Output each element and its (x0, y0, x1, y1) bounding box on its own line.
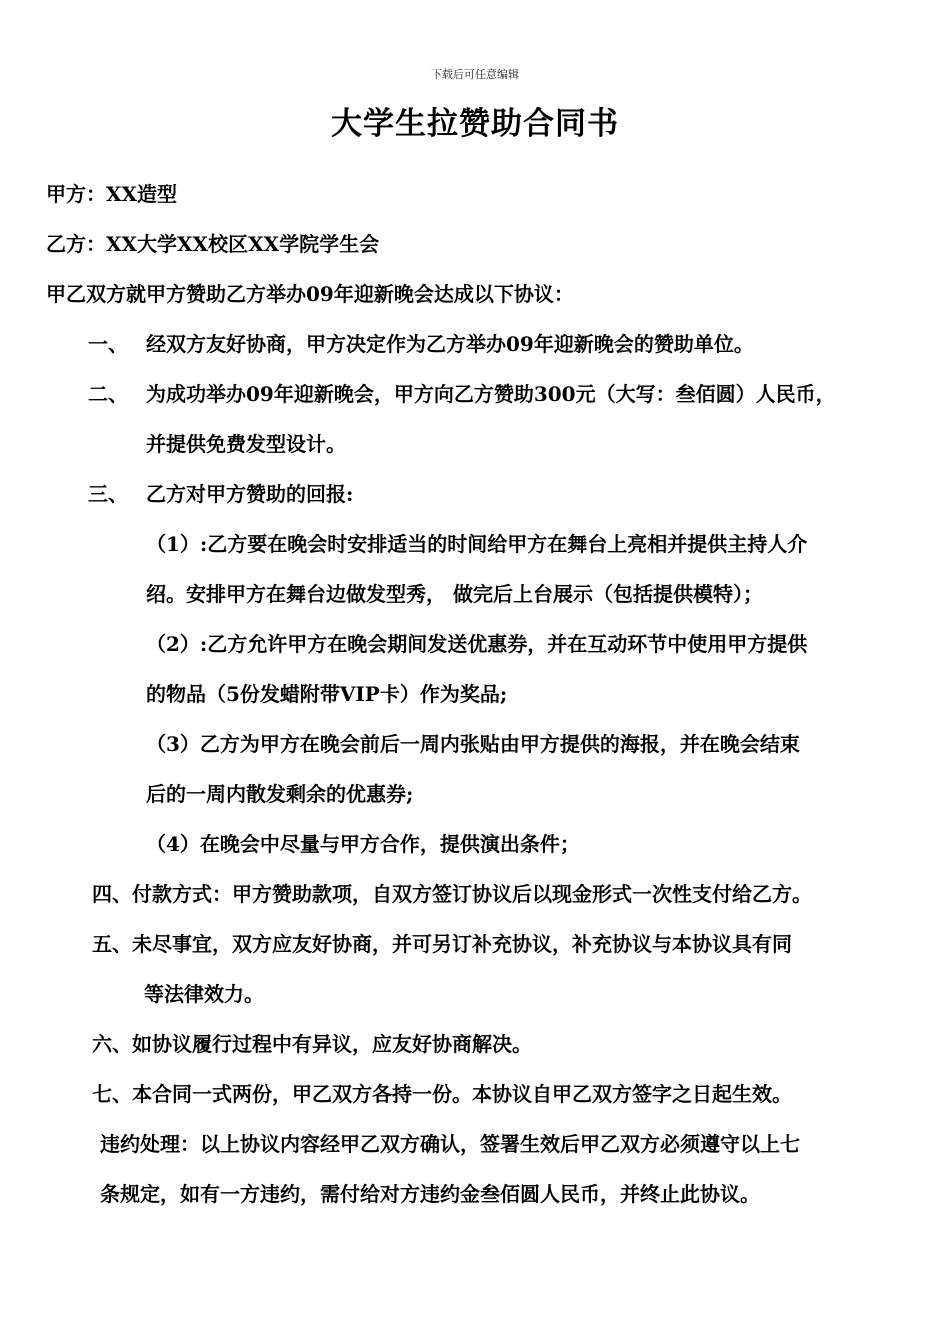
clause-7: 七、本合同一式两份，甲乙双方各持一份。本协议自甲乙双方签字之日起生效。 (92, 1082, 792, 1106)
clause-1 (88, 330, 754, 358)
clause-3-item-2: （2）:乙方允许甲方在晚会期间发送优惠券，并在互动环节中使用甲方提供 (146, 632, 808, 656)
party-a: 甲方：XX造型 (46, 182, 178, 206)
clause-3-item-1-continued: 绍。安排甲方在舞台边做发型秀， 做完后上台展示（包括提供模特）； (146, 582, 763, 606)
clause-6: 六、如协议履行过程中有异议，应友好协商解决。 (92, 1032, 532, 1056)
clause-5-continued: 等法律效力。 (144, 982, 264, 1006)
clause-3-item-1: （1）:乙方要在晚会时安排适当的时间给甲方在舞台上亮相并提供主持人介 (146, 532, 808, 556)
breach-clause-continued: 条规定，如有一方违约，需付给对方违约金叁佰圆人民币，并终止此协议。 (100, 1182, 760, 1206)
clause-3-item-2-continued: 的物品（5份发蜡附带VIP卡）作为奖品; (146, 682, 508, 706)
page-title: 大学生拉赞助合同书 (331, 106, 619, 142)
clause-2-continued: 并提供免费发型设计。 (146, 432, 346, 456)
clause-number: 三、 (88, 482, 128, 506)
clause-3-item-4: （4）在晚会中尽量与甲方合作，提供演出条件； (146, 832, 580, 856)
clause-number: 二、 (88, 382, 128, 406)
clause-3-item-3: （3）乙方为甲方在晚会前后一周内张贴由甲方提供的海报，并在晚会结束 (146, 732, 800, 756)
header-note: 下载后可任意编辑 (431, 68, 519, 81)
clause-text: 为成功举办09年迎新晚会，甲方向乙方赞助300元（大写：叁佰圆）人民币， (146, 382, 836, 406)
clause-5: 五、未尽事宜，双方应友好协商，并可另订补充协议，补充协议与本协议具有同 (92, 932, 792, 956)
party-b: 乙方：XX大学XX校区XX学院学生会 (46, 232, 380, 256)
breach-clause: 违约处理：以上协议内容经甲乙双方确认，签署生效后甲乙双方必须遵守以上七 (100, 1132, 800, 1156)
clause-4: 四、付款方式：甲方赞助款项，自双方签订协议后以现金形式一次性支付给乙方。 (92, 882, 812, 906)
clause-text: 乙方对甲方赞助的回报: (146, 482, 354, 506)
clause-3 (88, 480, 353, 508)
clause-2 (88, 380, 836, 408)
clause-3-item-3-continued: 后的一周内散发剩余的优惠券; (146, 782, 414, 806)
intro-paragraph: 甲乙双方就甲方赞助乙方举办09年迎新晚会达成以下协议： (46, 282, 574, 306)
clause-text: 经双方友好协商，甲方决定作为乙方举办09年迎新晚会的赞助单位。 (146, 332, 754, 356)
clause-number: 一、 (88, 332, 128, 356)
